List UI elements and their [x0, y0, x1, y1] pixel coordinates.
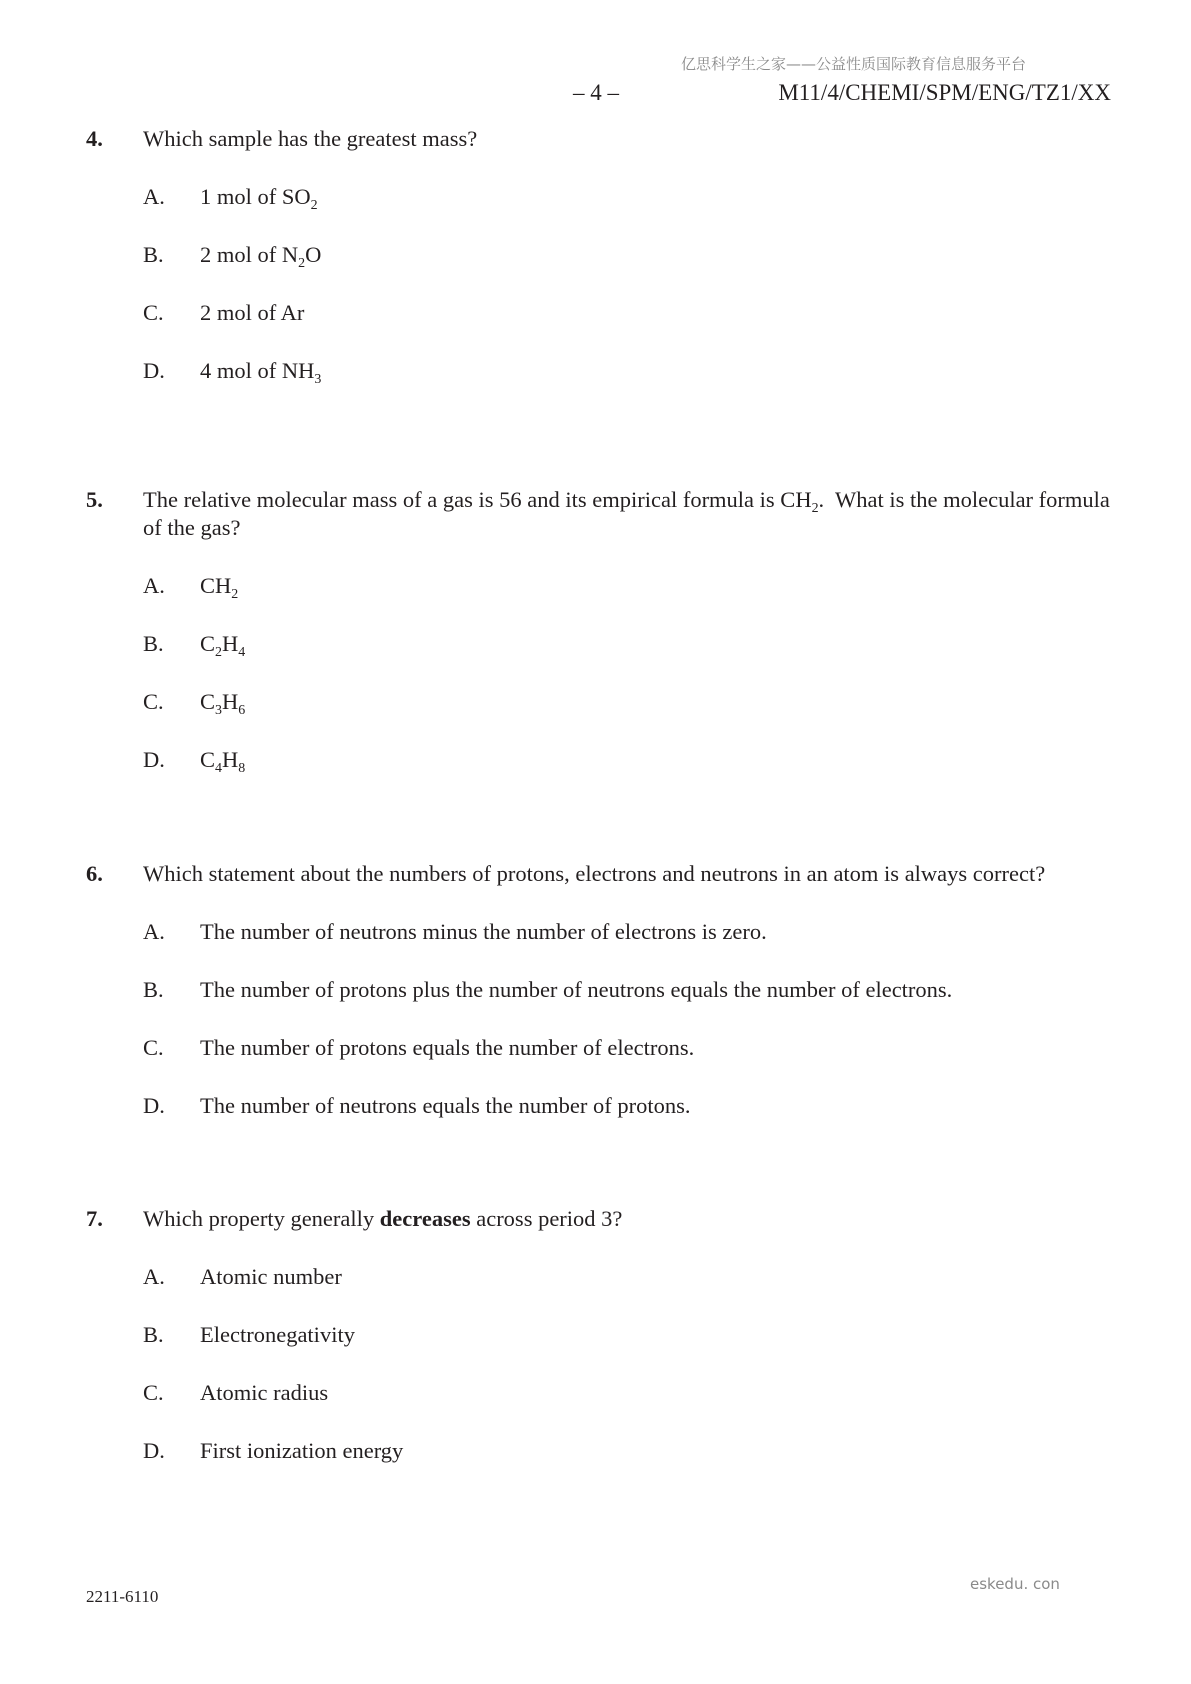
- option-text: The number of neutrons minus the number of electrons is zero.: [200, 919, 767, 944]
- option-b: [143, 1321, 1111, 1349]
- option-letter: B.: [143, 242, 164, 267]
- question-5: [86, 486, 1111, 804]
- option-text: Atomic number: [200, 1264, 342, 1289]
- option-letter: A.: [143, 1264, 165, 1289]
- option-letter: A.: [143, 184, 165, 209]
- option-text: 2 mol of $N_2O$: [200, 242, 322, 271]
- option-letter: D.: [143, 358, 165, 383]
- answer-options: [143, 1263, 1111, 1465]
- question-stem: Which statement about the numbers of protons, electrons and neutrons in an atom is always correct?: [143, 861, 1046, 886]
- question-4: [86, 125, 1111, 415]
- option-letter: B.: [143, 1322, 164, 1347]
- option-b: [143, 630, 1111, 658]
- question-stem: Which property generally decreases across period 3?: [143, 1206, 623, 1231]
- option-text: $C_3H_6$: [200, 689, 246, 718]
- option-c: [143, 1034, 1111, 1062]
- option-letter: D.: [143, 1093, 165, 1118]
- question-stem: The relative molecular mass of a gas is 56 and its empirical formula is $CH_2$. What is the molecular formula of the gas?: [143, 487, 1110, 540]
- option-text: Atomic radius: [200, 1380, 329, 1405]
- option-d: [143, 1092, 1111, 1120]
- option-a: [143, 918, 1111, 946]
- option-text: $C_2H_4$: [200, 631, 246, 660]
- option-letter: B.: [143, 977, 164, 1002]
- question-number: 4.: [86, 126, 103, 151]
- paper-code: M11/4/CHEMI/SPM/ENG/TZ1/XX: [778, 80, 1111, 105]
- option-c: [143, 1379, 1111, 1407]
- option-text: $C_4H_8$: [200, 747, 246, 776]
- header-watermark: 亿思科学生之家——公益性质国际教育信息服务平台: [681, 55, 1027, 73]
- question-number: 6.: [86, 861, 103, 886]
- option-text: The number of protons plus the number of neutrons equals the number of electrons.: [200, 977, 953, 1002]
- option-text: First ionization energy: [200, 1438, 404, 1463]
- option-b: [143, 241, 1111, 269]
- option-a: [143, 1263, 1111, 1291]
- option-c: [143, 299, 1111, 327]
- question-7: [86, 1205, 1111, 1495]
- option-letter: A.: [143, 573, 165, 598]
- question-6: [86, 860, 1111, 1150]
- option-text: $CH_2$: [200, 573, 239, 602]
- footer-code: 2211-6110: [86, 1587, 159, 1606]
- question-number: 5.: [86, 487, 103, 512]
- option-d: [143, 1437, 1111, 1465]
- answer-options: [143, 183, 1111, 385]
- option-letter: B.: [143, 631, 164, 656]
- option-text: 2 mol of Ar: [200, 300, 305, 325]
- option-letter: C.: [143, 300, 164, 325]
- option-a: [143, 183, 1111, 211]
- option-letter: A.: [143, 919, 165, 944]
- option-letter: C.: [143, 689, 164, 714]
- option-b: [143, 976, 1111, 1004]
- question-stem: Which sample has the greatest mass?: [143, 126, 478, 151]
- option-a: [143, 572, 1111, 600]
- page-number: – 4 –: [573, 80, 619, 105]
- option-text: The number of neutrons equals the number of protons.: [200, 1093, 691, 1118]
- option-c: [143, 688, 1111, 716]
- option-d: [143, 357, 1111, 385]
- question-number: 7.: [86, 1206, 103, 1231]
- option-letter: C.: [143, 1035, 164, 1060]
- option-d: [143, 746, 1111, 774]
- option-letter: C.: [143, 1380, 164, 1405]
- option-text: 4 mol of $NH_3$: [200, 358, 322, 387]
- option-text: Electronegativity: [200, 1322, 355, 1347]
- option-letter: D.: [143, 1438, 165, 1463]
- option-text: The number of protons equals the number of electrons.: [200, 1035, 695, 1060]
- footer-watermark: eskedu. con: [970, 1575, 1060, 1593]
- option-letter: D.: [143, 747, 165, 772]
- answer-options: [143, 918, 1111, 1120]
- option-text: 1 mol of $SO_2$: [200, 184, 318, 213]
- answer-options: [143, 572, 1111, 774]
